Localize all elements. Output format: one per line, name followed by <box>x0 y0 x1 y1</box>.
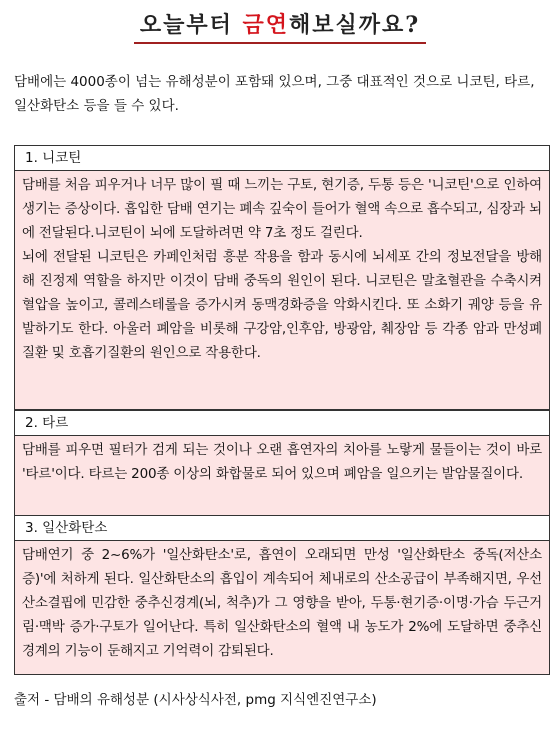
section-body-carbon-monoxide <box>14 541 550 675</box>
source-citation: 출저 - 담배의 유해성분 (시사상식사전, pmg 지식엔진연구소) <box>14 692 377 708</box>
intro-text: 담배에는 4000종이 넘는 유해성분이 포함돼 있으며, 그중 대표적인 것으로 니코틴, 타르, 일산화탄소 등을 들 수 있다. <box>14 74 535 114</box>
section-heading-tar: 2. 타르 <box>14 410 550 436</box>
title-pre: 오늘부터 <box>139 12 243 38</box>
paragraph: 뇌에 전달된 니코틴은 카페인처럼 흥분 작용을 함과 동시에 뇌세포 간의 정보전달을 방해해 진정제 역할을 하지만 이것이 담배 중독의 원인이 된다. 니코틴은 말초혈관을 수축시켜 혈압을 높이고, 콜레스테롤을 증가시켜 동맥경화증을 악화시킨다. 또 소화기 궤양 등을 유발하기도 한다. 아울러 폐암을 비롯해 구강암,인후암, 방광암, 췌장암 등 각종 암과 만성폐질환 및 호흡기질환의 원인으로 작용한다. <box>22 249 542 361</box>
section-heading-carbon-monoxide: 3. 일산화탄소 <box>14 515 550 541</box>
title-post: 해보실까요? <box>289 12 421 38</box>
page-title <box>0 8 560 44</box>
section-body-nicotine <box>14 171 550 410</box>
section-heading-nicotine: 1. 니코틴 <box>14 145 550 171</box>
section-body-tar <box>14 436 550 518</box>
paragraph: 담배를 처음 피우거나 너무 많이 필 때 느끼는 구토, 현기증, 두통 등은 '니코틴'으로 인하여 생기는 증상이다. 흡입한 담배 연기는 폐속 깊숙이 들어가 혈액 속으로 흡수되고, 심장과 뇌에 전달된다.니코틴이 뇌에 도달하려면 약 7초 정도 걸린다. <box>22 177 542 241</box>
paragraph: 담배를 피우면 필터가 검게 되는 것이나 오랜 흡연자의 치아를 노랗게 물들이는 것이 바로 '타르'이다. 타르는 200종 이상의 화합물로 되어 있으며 폐암을 일으키는 발암물질이다. <box>22 442 542 482</box>
paragraph: 담배연기 중 2~6%가 '일산화탄소'로, 흡연이 오래되면 만성 '일산화탄소 중독(저산소증)'에 처하게 된다. 일산화탄소의 흡입이 계속되어 체내로의 산소공급이 부족해지면, 우선 산소결핍에 민감한 중추신경계(뇌, 척추)가 그 영향을 받아, 두통·현기증·이명·가슴 두근거림·맥박 증가·구토가 일어난다. 특히 일산화탄소의 혈액 내 농도가 2%에 도달하면 중추신경계의 기능이 둔해지고 기억력이 감퇴된다. <box>22 547 542 659</box>
title-accent: 금연 <box>242 12 290 38</box>
